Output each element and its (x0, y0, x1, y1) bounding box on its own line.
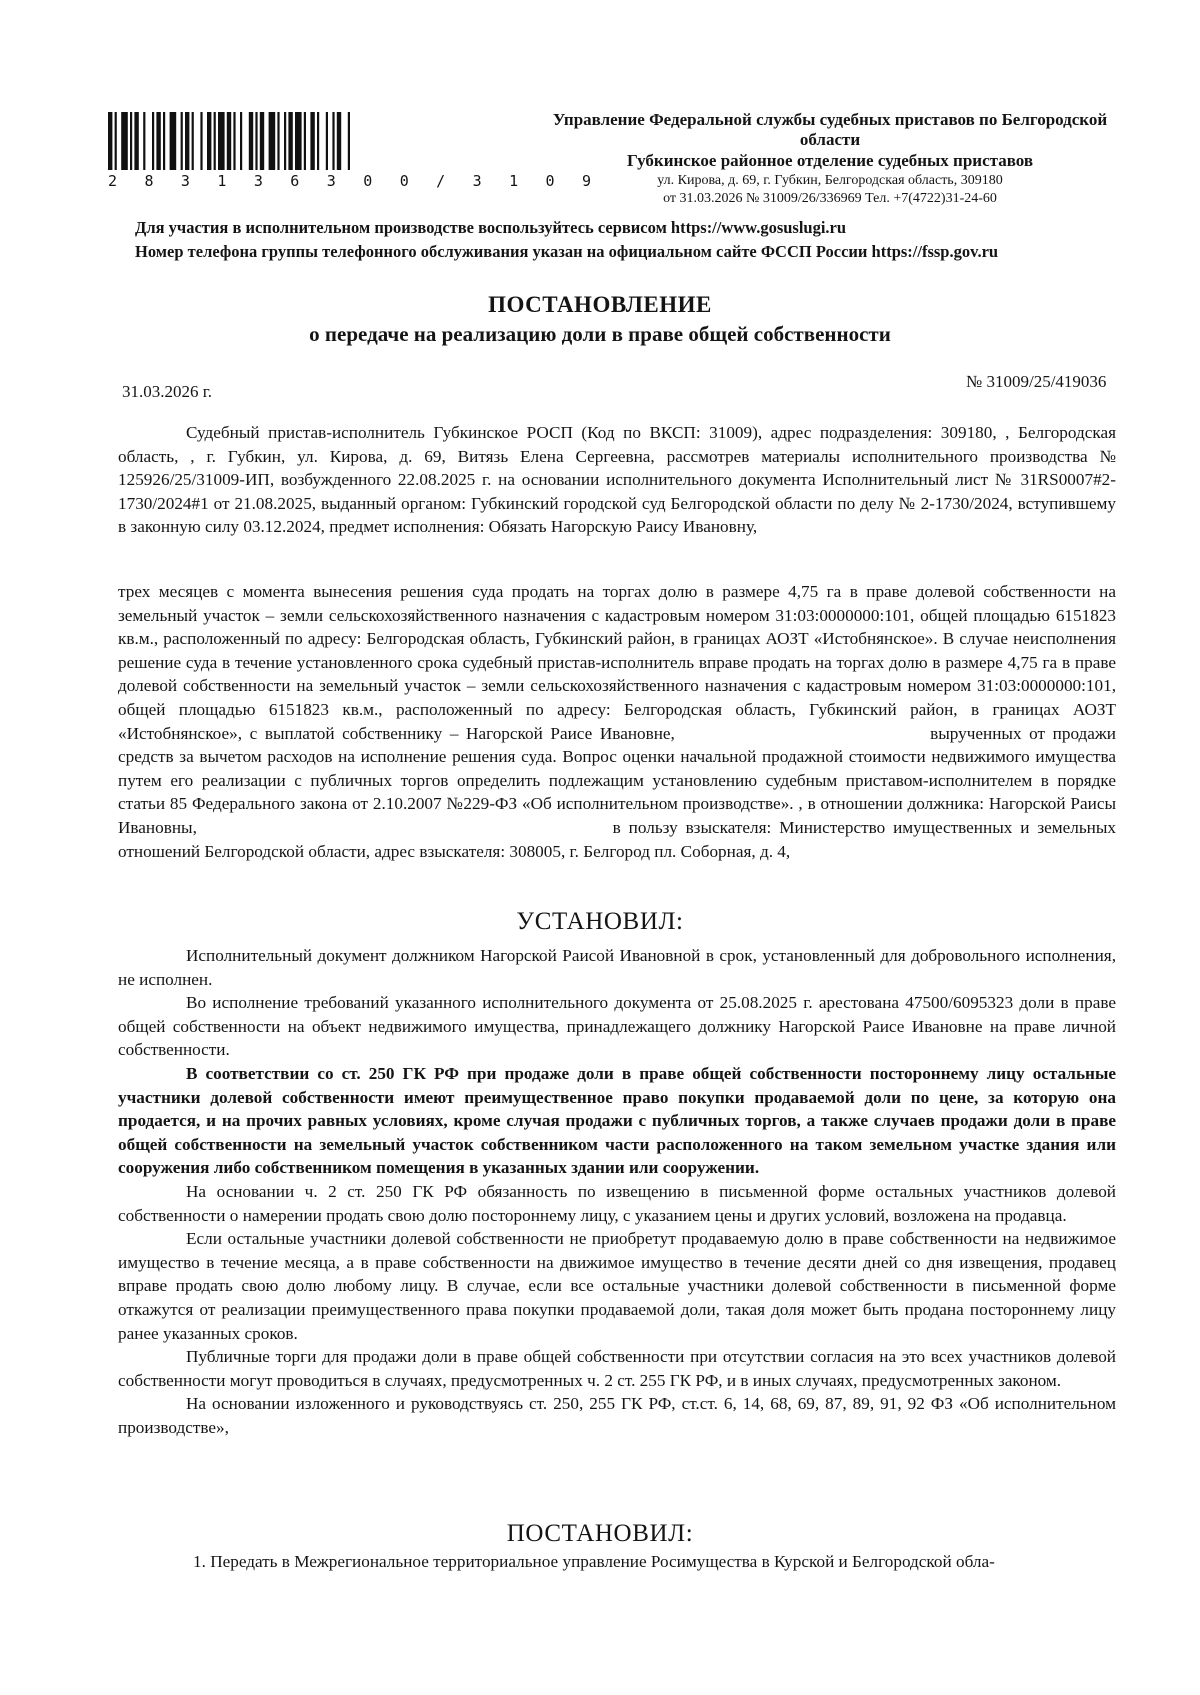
intro-text: Судебный пристав-исполнитель Губкинское РОСП (Код по ВКСП: 31009), адрес подразделения: 309180, , Белгородская область, , г. Губкин, ул. Кирова, д. 69, Витязь Елена Сергеевна, рассмотрев материалы исполнительного производства № 125926/25/31009-ИП, возбужденного 22.08.2025 г. на основании исполнительного документа Исполнительный лист № 31RS0007#2-1730/2024#1 от 21.08.2025, выданный органом: Губкинский городской суд Белгородской области по делу № 2-1730/2024, вступившему в законную силу 03.12.2024, предмет исполнения: Обязать Нагорскую Раису Ивановну, (118, 423, 1116, 537)
title-subtitle: о передаче на реализацию доли в праве общей собственности (309, 322, 891, 346)
established-paragraph: На основании ч. 2 ст. 250 ГК РФ обязанность по извещению в письменной форме остальных участников долевой собственности о намерении продать свою долю постороннему лицу, с указанием цены и других условий, возложена на продавца. (118, 1181, 1116, 1225)
reference-line: от 31.03.2026 № 31009/26/336969 Тел. +7(4722)31-24-60 (663, 191, 997, 206)
established-paragraph: Если остальные участники долевой собственности не приобретут продаваемую долю в праве собственности на недвижимое имущество в течение месяца, а в праве собственности на движимое имущество в течение десяти дней со дня извещения, продавец вправе продать свою долю любому лицу. В случае, если все остальные участники долевой собственности в письменной форме откажутся от реализации преимущественного права покупки продаваемой доли, такая доля может быть продана постороннему лицу ранее указанных сроков. (118, 1229, 1116, 1343)
redacted-area (682, 725, 922, 739)
barcode (108, 112, 601, 190)
established-section (118, 944, 1116, 1439)
established-paragraph: Во исполнение требований указанного исполнительного документа от 25.08.2025 г. арестована 47500/6095323 доли в праве общей собственности на объект недвижимого имущества, принадлежащего должнику Нагорской Раисе Ивановне на праве личной собственности. (118, 993, 1116, 1060)
barcode-number: 2 8 3 1 3 6 3 0 0 / 3 1 0 9 (108, 172, 601, 190)
resolved-heading: ПОСТАНОВИЛ: (506, 1520, 694, 1547)
gosuslugi-notice: Для участия в исполнительном производстве воспользуйтесь сервисом https://www.gosuslugi.ru (135, 218, 847, 237)
subject-text: трех месяцев с момента вынесения решения суда продать на торгах долю в размере 4,75 га в праве долевой собственности на земельный участок – земли сельскохозяйственного назначения с кадастровым номером 31:03:0000000:101, общей площадью 6151823 кв.м., расположенный по адресу: Белгородская область, Губкинский район, в границах АОЗТ «Истобнянское». В случае неисполнения решение суда в течение установленного срока судебный пристав-исполнитель вправе продать на торгах долю в размере 4,75 га в праве долевой собственности на земельный участок – земли сельскохозяйственного назначения с кадастровым номером 31:03:0000000:101, общей площадью 6151823 кв.м., расположенный по адресу: Белгородская область, Губкинский район, в границах АОЗТ «Истобнянское», с выплатой собственнику – Нагорской Раисе Ивановне, (118, 582, 1116, 743)
established-paragraph-bold: В соответствии со ст. 250 ГК РФ при продаже доли в праве общей собственности постороннему лицу остальные участники долевой собственности имеют преимущественное право покупки продаваемой доли по цене, за которую она продается, и на прочих равных условиях, кроме случая продажи с публичных торгов, а также случаев продажи доли в праве общей собственности на земельный участок собственником части расположенного на таком земельном участке здания или сооружения либо собственником помещения в указанных здании или сооружении. (118, 1063, 1116, 1178)
org-name-line2: области (799, 130, 861, 149)
organization-header (520, 110, 1140, 208)
barcode-icon (108, 112, 438, 170)
department-address: ул. Кирова, д. 69, г. Губкин, Белгородская область, 309180 (657, 173, 1003, 188)
fssp-notice: Номер телефона группы телефонного обслуживания указан на официальном сайте ФССП России https://fssp.gov.ru (135, 242, 999, 261)
established-heading: УСТАНОВИЛ: (516, 908, 684, 935)
org-name-line1: Управление Федеральной службы судебных приставов по Белгородской (552, 110, 1108, 129)
title-main: ПОСТАНОВЛЕНИЕ (488, 292, 712, 317)
established-paragraph: Публичные торги для продажи доли в праве общей собственности при отсутствии согласия на это всех участников долевой собственности могут проводиться в случаях, предусмотренных ч. 2 ст. 255 ГК РФ, и в иных случаях, предусмотренных законом. (118, 1347, 1116, 1390)
established-paragraph: Исполнительный документ должником Нагорской Раисой Ивановной в срок, установленный для добровольного исполнения, не исполнен. (118, 946, 1116, 989)
department-name: Губкинское районное отделение судебных приставов (626, 151, 1034, 170)
subject-text-cont: вырученных от продажи средств за вычетом расходов на исполнение решения суда. Вопрос оценки начальной продажной стоимости недвижимого имущества путем его реализации с публичных торгов определить подлежащим установлению судебным приставом-исполнителем в порядке статьи 85 Федерального закона от 2.10.2007 №229-ФЗ «Об исполнительном производстве». , в отношении должника: Нагорской Раисы Ивановны, (118, 723, 1116, 837)
established-paragraph: На основании изложенного и руководствуясь ст. 250, 255 ГК РФ, ст.ст. 6, 14, 68, 69, 87, 89, 91, 92 ФЗ «Об исполнительном производстве», (118, 1394, 1116, 1437)
redacted-area (205, 819, 605, 833)
claimant-text: в пользу взыскателя: Министерство имущественных и земельных отношений Белгородской области, адрес взыскателя: 308005, г. Белгород пл. Соборная, д. 4, (118, 817, 1117, 861)
document-date: 31.03.2026 г. (122, 382, 213, 401)
resolved-item-1: 1. Передать в Межрегиональное территориальное управление Росимущества в Курской и Белгородской обла- (193, 1552, 995, 1571)
service-notice (135, 216, 998, 264)
subject-paragraph (118, 580, 1116, 863)
document-title (0, 290, 1200, 348)
document-number: № 31009/25/419036 (966, 372, 1107, 391)
intro-paragraph (118, 421, 1116, 539)
